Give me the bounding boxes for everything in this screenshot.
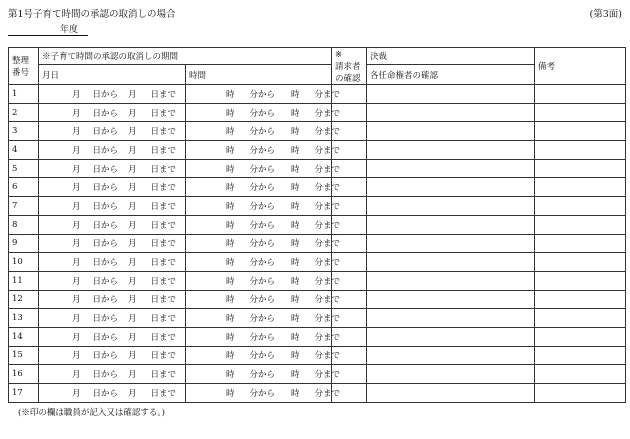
row-number: 16 [9, 365, 39, 384]
time-unit-label: 分まで [314, 388, 341, 399]
date-range-cell[interactable] [39, 215, 186, 234]
table-row [9, 197, 626, 216]
date-range-cell[interactable] [39, 178, 186, 197]
authority-check-cell[interactable] [367, 253, 535, 272]
time-range-cell[interactable] [186, 327, 341, 346]
date-unit-label: 日から [92, 127, 119, 138]
date-unit-label: 月 [128, 108, 137, 119]
authority-check-cell[interactable] [367, 159, 535, 178]
row-number: 3 [9, 122, 39, 141]
date-unit-label: 月 [128, 145, 137, 156]
header-requester-check [332, 48, 367, 85]
table-row [9, 309, 626, 328]
time-unit-label: 時 [291, 127, 300, 138]
time-unit-label: 分まで [314, 276, 341, 287]
time-unit-label: 時 [226, 164, 235, 175]
date-unit-label: 日から [92, 370, 119, 381]
date-unit-label: 月 [128, 89, 137, 100]
time-unit-label: 分まで [314, 108, 341, 119]
time-unit-label: 分から [249, 108, 276, 119]
time-unit-label: 時 [291, 89, 300, 100]
time-unit-label: 時 [291, 388, 300, 399]
date-range-cell[interactable] [39, 271, 186, 290]
time-unit-label: 分から [249, 388, 276, 399]
header-monthday: 月日 [39, 65, 186, 85]
time-unit-label: 時 [226, 370, 235, 381]
time-unit-label: 分から [249, 201, 276, 212]
time-range-cell[interactable] [186, 103, 341, 122]
time-unit-label: 時 [226, 201, 235, 212]
time-unit-label: 時 [291, 183, 300, 194]
time-unit-label: 時 [226, 239, 235, 250]
date-range-cell[interactable] [39, 197, 186, 216]
time-range-cell[interactable] [186, 290, 341, 309]
header-period: ※子育て時間の承認の取消しの期間 [39, 48, 332, 65]
authority-check-cell[interactable] [367, 290, 535, 309]
table-row [9, 253, 626, 272]
time-unit-label: 時 [291, 351, 300, 362]
row-number: 7 [9, 197, 39, 216]
requester-label: 請求者の確認 [335, 62, 361, 84]
time-unit-label: 分まで [314, 351, 341, 362]
row-number: 10 [9, 253, 39, 272]
remarks-cell[interactable] [535, 85, 626, 104]
date-unit-label: 日まで [150, 239, 177, 250]
time-unit-label: 分から [249, 89, 276, 100]
date-unit-label: 日まで [150, 201, 177, 212]
time-unit-label: 時 [226, 108, 235, 119]
time-unit-label: 時 [226, 314, 235, 325]
table-row [9, 290, 626, 309]
date-unit-label: 日まで [150, 89, 177, 100]
time-unit-label: 時 [291, 370, 300, 381]
cancellation-table [8, 47, 626, 403]
year-label: 年度 [59, 25, 78, 35]
time-unit-label: 分まで [314, 295, 341, 306]
date-unit-label: 月 [72, 332, 81, 343]
row-number: 1 [9, 85, 39, 104]
table-row [9, 178, 626, 197]
time-unit-label: 時 [291, 239, 300, 250]
time-range-cell[interactable] [186, 159, 341, 178]
date-range-cell[interactable] [39, 309, 186, 328]
date-unit-label: 日まで [150, 164, 177, 175]
date-unit-label: 月 [128, 388, 137, 399]
date-unit-label: 日まで [150, 388, 177, 399]
authority-check-cell[interactable] [367, 197, 535, 216]
time-unit-label: 時 [291, 295, 300, 306]
time-range-cell[interactable] [186, 215, 341, 234]
time-unit-label: 分まで [314, 370, 341, 381]
date-unit-label: 月 [72, 295, 81, 306]
time-unit-label: 時 [291, 314, 300, 325]
date-unit-label: 月 [72, 201, 81, 212]
table-row [9, 215, 626, 234]
authority-check-cell[interactable] [367, 346, 535, 365]
time-unit-label: 分から [249, 145, 276, 156]
time-unit-label: 時 [226, 295, 235, 306]
remarks-cell[interactable] [535, 197, 626, 216]
time-unit-label: 時 [291, 201, 300, 212]
table-row [9, 122, 626, 141]
time-unit-label: 時 [226, 220, 235, 231]
time-unit-label: 時 [226, 276, 235, 287]
time-unit-label: 時 [291, 276, 300, 287]
time-unit-label: 分から [249, 183, 276, 194]
date-range-cell[interactable] [39, 346, 186, 365]
date-unit-label: 日から [92, 258, 119, 269]
date-unit-label: 日まで [150, 220, 177, 231]
time-unit-label: 時 [291, 258, 300, 269]
table-row [9, 384, 626, 403]
header-authority-check: 各任命権者の確認 [367, 65, 535, 85]
authority-check-cell[interactable] [367, 215, 535, 234]
time-unit-label: 時 [226, 258, 235, 269]
row-number: 13 [9, 309, 39, 328]
date-unit-label: 日から [92, 332, 119, 343]
form-title: 第1号子育て時間の承認の取消しの場合 [8, 9, 176, 20]
time-unit-label: 分まで [314, 201, 341, 212]
date-unit-label: 月 [128, 351, 137, 362]
time-unit-label: 分まで [314, 89, 341, 100]
remarks-cell[interactable] [535, 253, 626, 272]
table-row [9, 346, 626, 365]
date-unit-label: 日から [92, 314, 119, 325]
date-unit-label: 月 [72, 351, 81, 362]
authority-check-cell[interactable] [367, 178, 535, 197]
remarks-cell[interactable] [535, 234, 626, 253]
time-range-cell[interactable] [186, 253, 341, 272]
requester-mark: ※ [335, 50, 343, 60]
date-unit-label: 日まで [150, 276, 177, 287]
date-range-cell[interactable] [39, 159, 186, 178]
time-unit-label: 分から [249, 351, 276, 362]
date-unit-label: 月 [72, 145, 81, 156]
time-unit-label: 分まで [314, 183, 341, 194]
date-unit-label: 日まで [150, 314, 177, 325]
time-unit-label: 分から [249, 127, 276, 138]
table-row [9, 271, 626, 290]
time-unit-label: 分まで [314, 127, 341, 138]
page-label: (第3面) [589, 9, 622, 20]
date-range-cell[interactable] [39, 234, 186, 253]
time-unit-label: 時 [226, 145, 235, 156]
table-row [9, 85, 626, 104]
time-unit-label: 時 [291, 332, 300, 343]
time-unit-label: 分まで [314, 145, 341, 156]
date-unit-label: 日から [92, 183, 119, 194]
time-unit-label: 時 [291, 164, 300, 175]
authority-check-cell[interactable] [367, 365, 535, 384]
header-remarks: 備考 [535, 48, 626, 85]
time-unit-label: 分から [249, 295, 276, 306]
date-range-cell[interactable] [39, 103, 186, 122]
date-unit-label: 月 [128, 276, 137, 287]
date-unit-label: 月 [72, 370, 81, 381]
date-unit-label: 日から [92, 276, 119, 287]
row-number: 8 [9, 215, 39, 234]
date-unit-label: 月 [128, 239, 137, 250]
date-unit-label: 日から [92, 164, 119, 175]
time-range-cell[interactable] [186, 346, 341, 365]
table-row [9, 327, 626, 346]
time-unit-label: 時 [226, 332, 235, 343]
date-unit-label: 月 [128, 258, 137, 269]
time-unit-label: 分から [249, 239, 276, 250]
authority-check-cell[interactable] [367, 141, 535, 160]
date-unit-label: 日まで [150, 183, 177, 194]
remarks-cell[interactable] [535, 159, 626, 178]
row-number: 5 [9, 159, 39, 178]
time-unit-label: 分から [249, 276, 276, 287]
date-unit-label: 月 [72, 164, 81, 175]
table-row [9, 103, 626, 122]
date-unit-label: 月 [128, 332, 137, 343]
time-unit-label: 分から [249, 220, 276, 231]
date-unit-label: 月 [128, 164, 137, 175]
authority-check-cell[interactable] [367, 271, 535, 290]
time-unit-label: 時 [226, 183, 235, 194]
date-unit-label: 月 [128, 220, 137, 231]
date-unit-label: 月 [72, 276, 81, 287]
date-unit-label: 月 [72, 220, 81, 231]
authority-check-cell[interactable] [367, 327, 535, 346]
remarks-cell[interactable] [535, 271, 626, 290]
time-range-cell[interactable] [186, 197, 341, 216]
date-range-cell[interactable] [39, 122, 186, 141]
date-unit-label: 月 [128, 127, 137, 138]
time-range-cell[interactable] [186, 141, 341, 160]
table-row [9, 234, 626, 253]
date-unit-label: 日まで [150, 351, 177, 362]
authority-check-cell[interactable] [367, 309, 535, 328]
row-number: 12 [9, 290, 39, 309]
time-unit-label: 分から [249, 258, 276, 269]
date-unit-label: 月 [128, 183, 137, 194]
date-unit-label: 日から [92, 145, 119, 156]
date-unit-label: 月 [128, 295, 137, 306]
remarks-cell[interactable] [535, 327, 626, 346]
authority-check-cell[interactable] [367, 384, 535, 403]
date-unit-label: 日から [92, 89, 119, 100]
row-number: 6 [9, 178, 39, 197]
date-range-cell[interactable] [39, 327, 186, 346]
row-number: 14 [9, 327, 39, 346]
date-unit-label: 月 [72, 388, 81, 399]
row-number: 2 [9, 103, 39, 122]
date-unit-label: 日から [92, 220, 119, 231]
row-number: 4 [9, 141, 39, 160]
date-unit-label: 月 [72, 239, 81, 250]
date-unit-label: 日から [92, 108, 119, 119]
header-decision: 決裁 [367, 48, 535, 65]
date-range-cell[interactable] [39, 384, 186, 403]
date-unit-label: 日から [92, 239, 119, 250]
date-range-cell[interactable] [39, 290, 186, 309]
time-range-cell[interactable] [186, 122, 341, 141]
date-unit-label: 日まで [150, 258, 177, 269]
remarks-cell[interactable] [535, 290, 626, 309]
date-unit-label: 日まで [150, 370, 177, 381]
time-unit-label: 時 [291, 108, 300, 119]
table-row [9, 365, 626, 384]
time-unit-label: 分まで [314, 239, 341, 250]
date-unit-label: 月 [72, 183, 81, 194]
time-unit-label: 分まで [314, 164, 341, 175]
time-unit-label: 時 [226, 388, 235, 399]
time-unit-label: 分から [249, 370, 276, 381]
authority-check-cell[interactable] [367, 234, 535, 253]
table-row [9, 159, 626, 178]
date-unit-label: 月 [128, 201, 137, 212]
time-range-cell[interactable] [186, 234, 341, 253]
time-unit-label: 分から [249, 314, 276, 325]
year-field[interactable] [8, 22, 88, 36]
remarks-cell[interactable] [535, 215, 626, 234]
time-range-cell[interactable] [186, 178, 341, 197]
date-range-cell[interactable] [39, 85, 186, 104]
date-unit-label: 日まで [150, 145, 177, 156]
date-range-cell[interactable] [39, 141, 186, 160]
time-unit-label: 時 [291, 220, 300, 231]
remarks-cell[interactable] [535, 365, 626, 384]
row-number: 9 [9, 234, 39, 253]
date-unit-label: 月 [72, 314, 81, 325]
authority-check-cell[interactable] [367, 85, 535, 104]
header-time: 時間 [186, 65, 332, 85]
remarks-cell[interactable] [535, 122, 626, 141]
time-unit-label: 時 [226, 351, 235, 362]
time-unit-label: 分から [249, 164, 276, 175]
row-number: 15 [9, 346, 39, 365]
date-unit-label: 日から [92, 388, 119, 399]
time-range-cell[interactable] [186, 309, 341, 328]
authority-check-cell[interactable] [367, 122, 535, 141]
time-unit-label: 時 [226, 127, 235, 138]
remarks-cell[interactable] [535, 178, 626, 197]
time-unit-label: 分まで [314, 258, 341, 269]
time-unit-label: 分まで [314, 314, 341, 325]
date-unit-label: 日まで [150, 332, 177, 343]
date-unit-label: 月 [128, 370, 137, 381]
row-number: 11 [9, 271, 39, 290]
time-unit-label: 分から [249, 332, 276, 343]
date-unit-label: 日まで [150, 127, 177, 138]
date-unit-label: 月 [128, 314, 137, 325]
date-range-cell[interactable] [39, 253, 186, 272]
remarks-cell[interactable] [535, 346, 626, 365]
header-number: 整理番号 [9, 48, 39, 85]
date-unit-label: 月 [72, 127, 81, 138]
time-range-cell[interactable] [186, 365, 341, 384]
remarks-cell[interactable] [535, 309, 626, 328]
remarks-cell[interactable] [535, 103, 626, 122]
footer-note: (※印の欄は職員が記入又は確認する。) [18, 408, 165, 418]
remarks-cell[interactable] [535, 384, 626, 403]
date-unit-label: 月 [72, 258, 81, 269]
table-row [9, 141, 626, 160]
time-range-cell[interactable] [186, 85, 341, 104]
time-unit-label: 分まで [314, 220, 341, 231]
date-unit-label: 日まで [150, 108, 177, 119]
date-range-cell[interactable] [39, 365, 186, 384]
date-unit-label: 月 [72, 108, 81, 119]
time-unit-label: 分まで [314, 332, 341, 343]
date-unit-label: 日から [92, 201, 119, 212]
time-unit-label: 時 [291, 145, 300, 156]
date-unit-label: 日から [92, 351, 119, 362]
time-range-cell[interactable] [186, 384, 341, 403]
date-unit-label: 日まで [150, 295, 177, 306]
date-unit-label: 日から [92, 295, 119, 306]
date-unit-label: 月 [72, 89, 81, 100]
authority-check-cell[interactable] [367, 103, 535, 122]
row-number: 17 [9, 384, 39, 403]
time-range-cell[interactable] [186, 271, 341, 290]
remarks-cell[interactable] [535, 141, 626, 160]
time-unit-label: 時 [226, 89, 235, 100]
